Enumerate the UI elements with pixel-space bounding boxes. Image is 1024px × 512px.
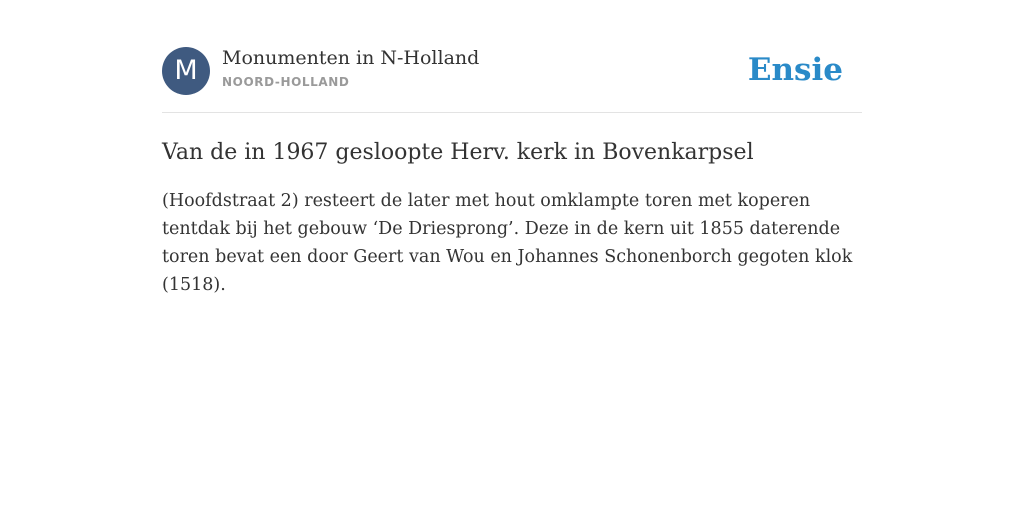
article-title: Van de in 1967 gesloopte Herv. kerk in Bovenkarpsel [162, 140, 754, 165]
source-title-link[interactable]: Monumenten in N-Holland [222, 47, 480, 69]
source-avatar[interactable]: M [162, 47, 210, 95]
article-body: (Hoofdstraat 2) resteert de later met hout omklampte toren met koperen tentdak bij het gebouw ‘De Driesprong’. Deze in de kern uit 1855 daterende toren bevat een door Geert van Wou en Johannes Schonenborch gegoten klok (1518). [162, 191, 853, 295]
source-region-label: NOORD-HOLLAND [222, 75, 350, 89]
entry-header [162, 0, 862, 113]
entry-card [162, 0, 862, 299]
ensie-logo[interactable]: Ensie [747, 52, 843, 88]
